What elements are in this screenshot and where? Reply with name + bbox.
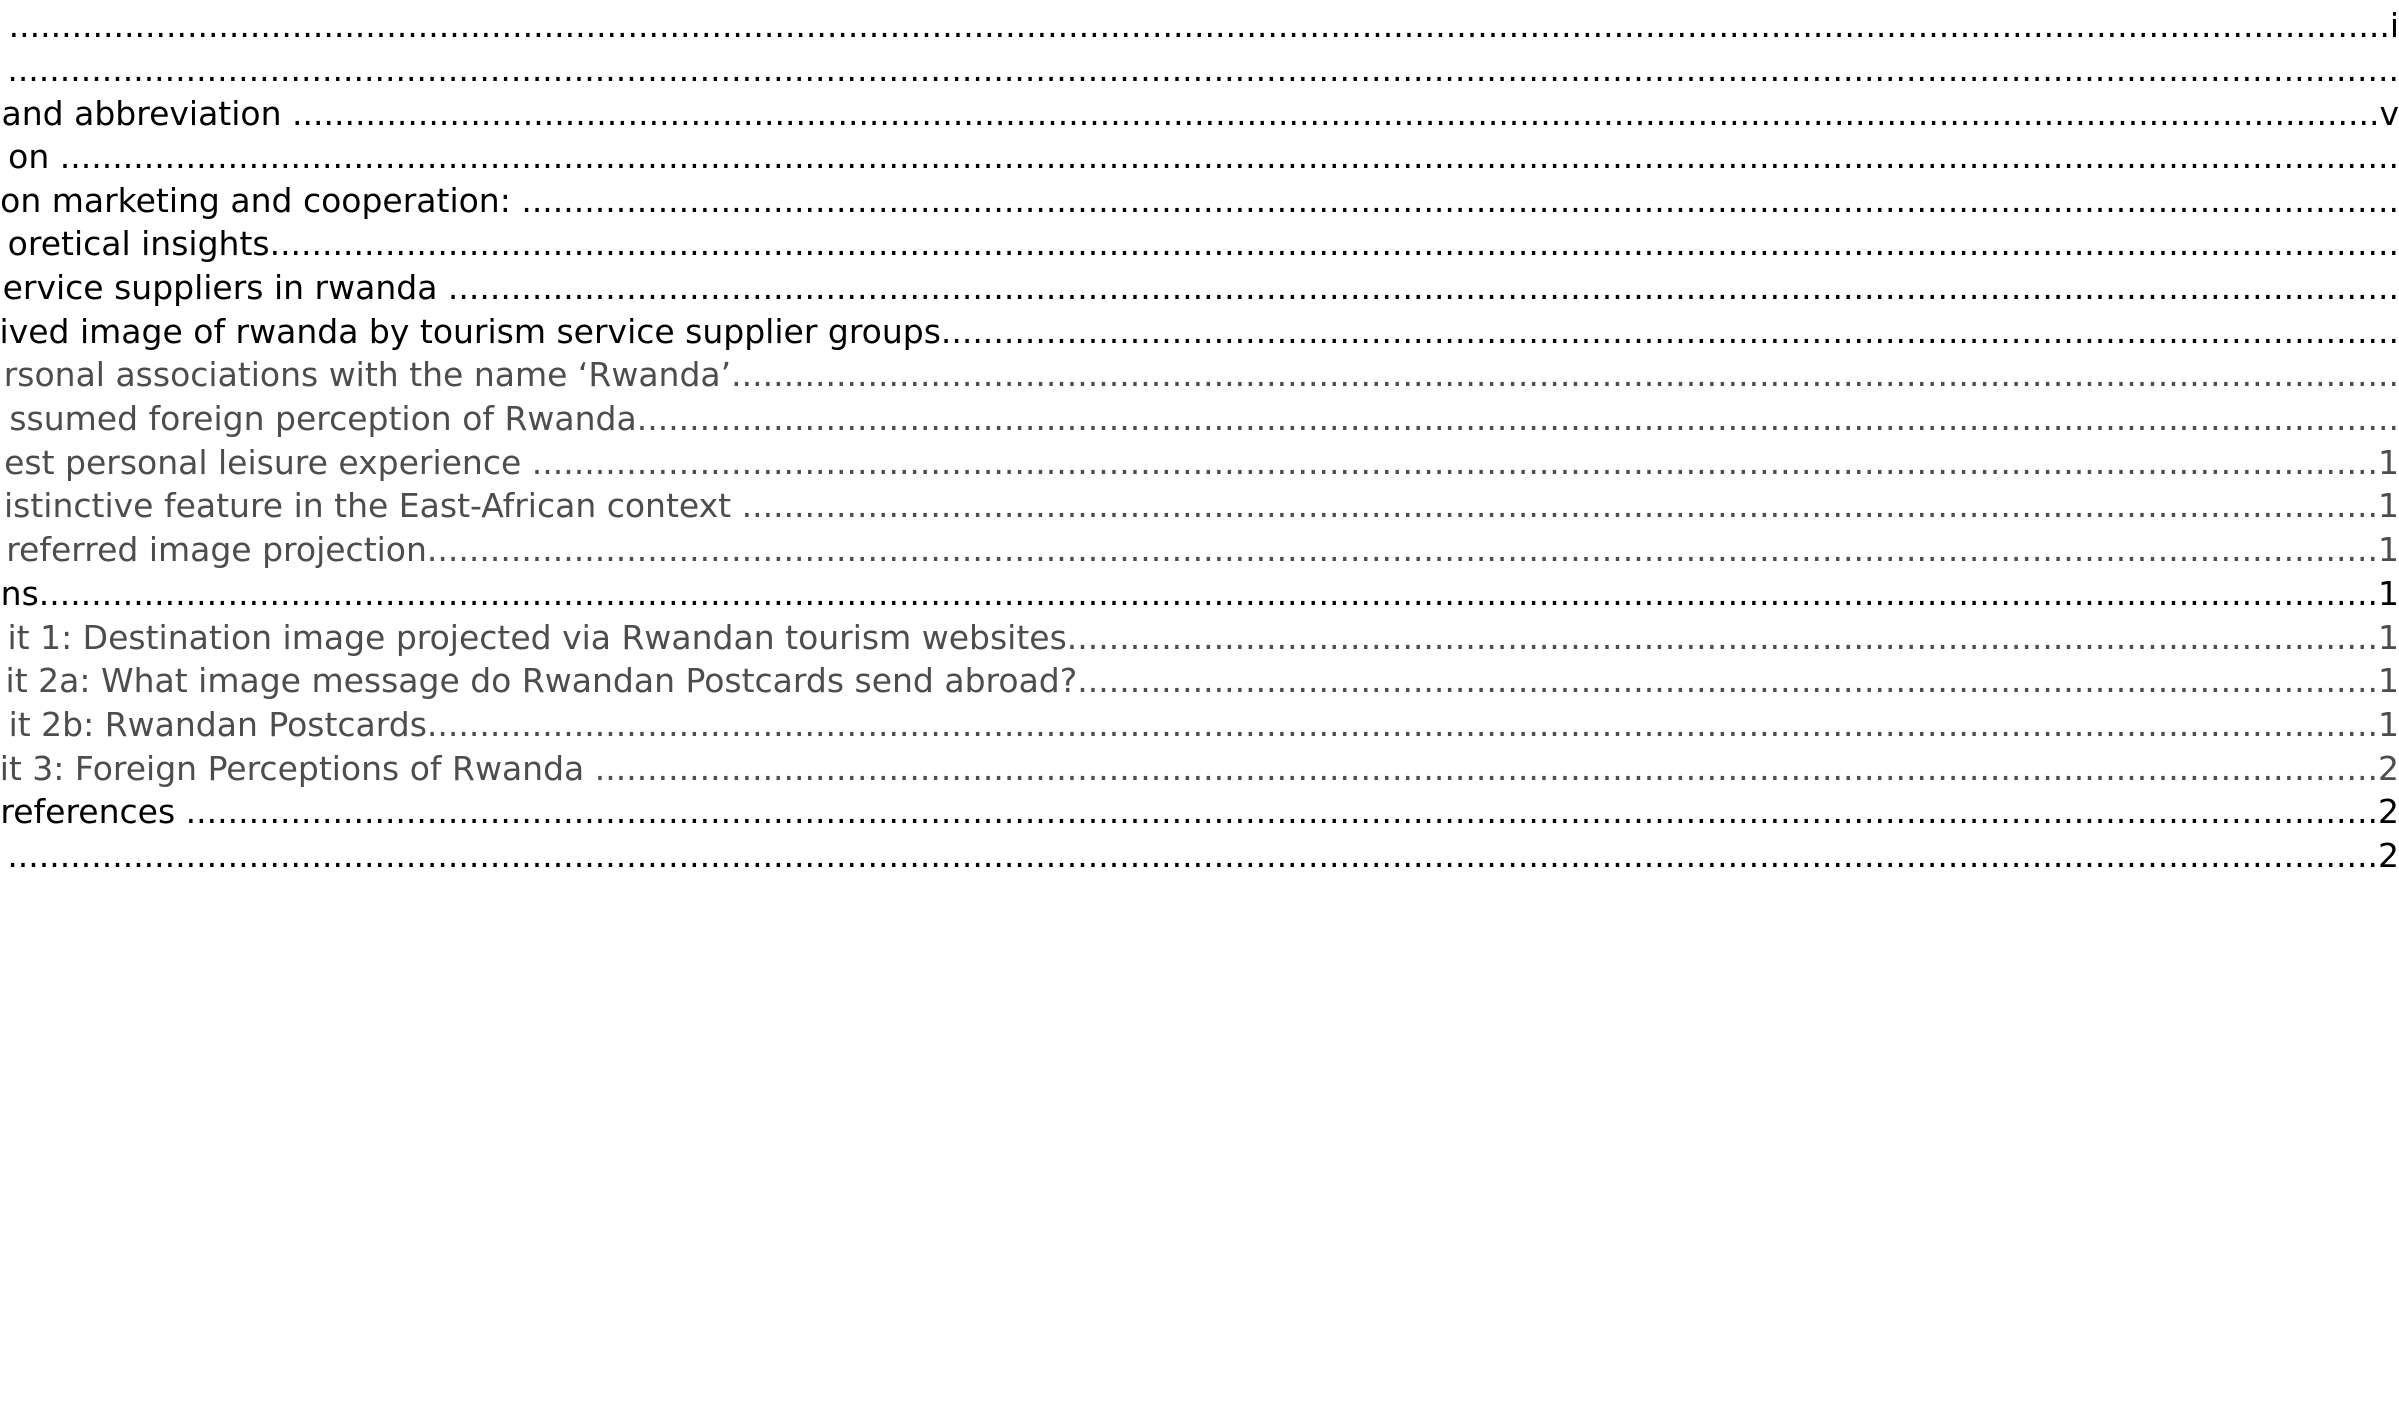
toc-entry[interactable] (0, 48, 2399, 92)
toc-leader-dots: ........................................................................................................................................................................ (636, 399, 2399, 438)
toc-leader-dots: .......................................................................................................................................................................... (594, 749, 2378, 788)
toc-leader-dots: .......................................................................................................................................................................................... (426, 705, 2378, 744)
toc-entry-title: ervice suppliers in rwanda (2, 268, 448, 307)
toc-entry-title: rsonal associations with the name ‘Rwanda’ (3, 355, 732, 394)
toc-entry[interactable] (0, 572, 2399, 616)
toc-entry-title: it 1: Destination image projected via Rwandan tourism websites (7, 618, 1067, 657)
toc-entry-title: it 3: Foreign Perceptions of Rwanda (0, 749, 595, 788)
toc-leader-dots: ............................................................................................................................................................... (731, 355, 2399, 394)
toc-entry[interactable] (0, 659, 2399, 703)
toc-leader-dots: ............................................................................................................................................................................................................................... (59, 137, 2399, 176)
toc-page-number: 1 (2378, 574, 2399, 613)
toc-page-number: 2 (2378, 836, 2399, 875)
toc-leader-dots: ........................................................................................................................................... (940, 312, 2399, 351)
toc-leader-dots: ....................................................................................................................................................................................................... (292, 94, 2380, 133)
toc-entry-title: on marketing and cooperation: (0, 181, 522, 220)
toc-entry-title: it 2b: Rwandan Postcards (8, 705, 427, 744)
toc-leader-dots: .......................................................................................................................................................................................... (426, 530, 2378, 569)
toc-leader-dots: ................................................................................................................................................................................................................................... (8, 6, 2390, 45)
toc-entry[interactable] (0, 747, 2399, 791)
toc-entry[interactable] (0, 4, 2399, 48)
toc-leader-dots: ................................................................................................................................................................................ (531, 443, 2378, 482)
toc-entry[interactable] (0, 834, 2399, 878)
toc-entry[interactable] (0, 135, 2399, 179)
toc-page-number: 1 (2378, 443, 2399, 482)
toc-page-number: i (2389, 6, 2399, 45)
toc-entry[interactable] (0, 310, 2399, 354)
toc-entry-title: on (8, 137, 60, 176)
toc-entry[interactable] (0, 353, 2399, 397)
toc-leader-dots: .................................................................................................................................................................................................................................... (7, 50, 2399, 89)
toc-entry[interactable] (0, 616, 2399, 660)
toc-entry[interactable] (0, 266, 2399, 310)
toc-page-number: 1 (2378, 661, 2399, 700)
toc-entry-title: ived image of rwanda by tourism service supplier groups (0, 312, 941, 351)
toc-entry[interactable] (0, 179, 2399, 223)
toc-leader-dots: ............................................................................................................................. (1066, 618, 2378, 657)
toc-entry-title: oretical insights (7, 224, 270, 263)
toc-entry[interactable] (0, 441, 2399, 485)
toc-entry[interactable] (0, 397, 2399, 441)
toc-leader-dots: ................................................................................................................................................................................... (521, 181, 2399, 220)
toc-page-number: 1 (2378, 618, 2399, 657)
toc-page-number: 1 (2378, 486, 2399, 525)
toc-entry-title: istinctive feature in the East-African context (4, 486, 742, 525)
toc-page-number: 1 (2378, 705, 2399, 744)
toc-entry[interactable] (0, 222, 2399, 266)
toc-page-number: v (2379, 94, 2399, 133)
toc-entry[interactable] (0, 92, 2399, 136)
toc-leader-dots: ............................................................................................................................................................................................................................... (38, 574, 2378, 613)
toc-entry-title: ssumed foreign perception of Rwanda (9, 399, 637, 438)
toc-page-number: 2 (2378, 792, 2399, 831)
toc-entry-title: est personal leisure experience (4, 443, 532, 482)
toc-leader-dots: ........................................................................................................................................................................................................... (269, 224, 2399, 263)
toc-leader-dots: .......................................................................................................................................................................................... (447, 268, 2399, 307)
toc-entry-title: and abbreviation (1, 94, 292, 133)
toc-leader-dots: ............................................................................................................................ (1077, 661, 2378, 700)
toc-page-number: 1 (2378, 530, 2399, 569)
toc-entry-title: it 2a: What image message do Rwandan Postcards send abroad? (5, 661, 1078, 700)
toc-entry-title: references (0, 792, 186, 831)
toc-entry-title: referred image projection (6, 530, 427, 569)
toc-leader-dots: .................................................................................................................................................................................................................................. (7, 836, 2378, 875)
toc-entry-title: ns (0, 574, 39, 613)
toc-entry[interactable] (0, 790, 2399, 834)
toc-entry[interactable] (0, 703, 2399, 747)
toc-entry[interactable] (0, 484, 2399, 528)
toc-leader-dots: ............................................................................................................................................................ (741, 486, 2378, 525)
toc-page-number: 2 (2378, 749, 2399, 788)
toc-entry[interactable] (0, 528, 2399, 572)
toc-leader-dots: ................................................................................................................................................................................................................. (185, 792, 2378, 831)
